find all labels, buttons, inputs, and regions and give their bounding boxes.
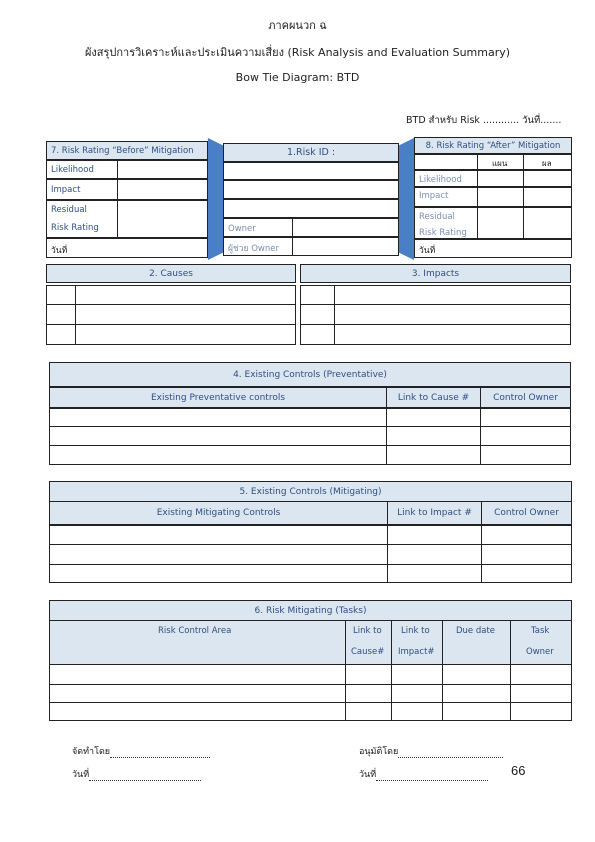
before-residual-label: Residual xyxy=(51,205,87,215)
mitigating-title: 5. Existing Controls (Mitigating) xyxy=(49,481,572,502)
impact-number-2[interactable] xyxy=(300,304,335,325)
before-residual-value[interactable] xyxy=(117,200,208,238)
before-risk-rating-label: Risk Rating xyxy=(51,223,99,233)
assistant-owner-value[interactable] xyxy=(292,237,399,256)
before-impact-value[interactable] xyxy=(117,179,208,200)
preventative-title: 4. Existing Controls (Preventative) xyxy=(49,362,571,387)
after-blank-header xyxy=(414,154,478,170)
tasks-col-area: Risk Control Area xyxy=(158,626,232,636)
task-impact-2[interactable] xyxy=(391,684,443,703)
before-likelihood-label-cell xyxy=(46,160,118,179)
tasks-col-owner-line1: Task xyxy=(531,626,550,636)
tasks-col-cause-line1: Link to xyxy=(353,626,382,636)
task-due-3[interactable] xyxy=(442,702,511,721)
tasks-col-due-cell xyxy=(442,620,511,665)
before-impact-label: Impact xyxy=(51,185,81,195)
after-impact-label: Impact xyxy=(419,191,449,201)
before-date-label: วันที่ xyxy=(51,246,68,256)
mitigating-control-3[interactable] xyxy=(49,564,388,583)
tasks-col-due: Due date xyxy=(456,626,496,636)
after-likelihood-plan[interactable] xyxy=(477,170,524,187)
task-impact-3[interactable] xyxy=(391,702,443,721)
mitigating-owner-2[interactable] xyxy=(481,544,572,565)
assistant-owner-label: ผู้ช่วย Owner xyxy=(228,244,279,254)
task-due-1[interactable] xyxy=(442,664,511,685)
after-result-header: ผล xyxy=(542,159,552,168)
prepared-by-label: จัดทำโดย xyxy=(72,747,111,757)
left-bowtie-bar xyxy=(208,138,223,260)
task-area-3[interactable] xyxy=(49,702,346,721)
tasks-col-impact-cell xyxy=(391,620,443,665)
assistant-owner-label-cell xyxy=(223,237,293,256)
impact-number-3[interactable] xyxy=(300,324,335,345)
mitigating-control-1[interactable] xyxy=(49,525,388,545)
tasks-col-impact-line2: Impact# xyxy=(398,647,435,657)
impact-text-2[interactable] xyxy=(334,304,571,325)
document-title: ผังสรุปการวิเคราะห์และประเมินความเสี่ยง (Risk Analysis and Evaluation Summary) xyxy=(84,46,511,59)
after-likelihood-label: Likelihood xyxy=(419,175,462,185)
preventative-owner-3[interactable] xyxy=(480,445,571,465)
mitigating-col-link: Link to Impact # xyxy=(387,501,482,525)
mitigating-link-2[interactable] xyxy=(387,544,482,565)
after-plan-header-cell xyxy=(477,154,524,170)
after-residual-label: Residual xyxy=(419,212,455,222)
document-subtitle: Bow Tie Diagram: BTD xyxy=(235,71,360,84)
after-residual-label-cell xyxy=(414,207,478,239)
btd-for-line: BTD สำหรับ Risk ............ วันที่....... xyxy=(406,115,562,126)
risk-id-row-3[interactable] xyxy=(223,199,399,218)
mitigating-link-1[interactable] xyxy=(387,525,482,545)
preventative-link-1[interactable] xyxy=(386,408,481,427)
task-owner-1[interactable] xyxy=(510,664,572,685)
mitigating-col-controls: Existing Mitigating Controls xyxy=(49,501,388,525)
cause-text-1[interactable] xyxy=(75,285,296,305)
cause-number-1[interactable] xyxy=(46,285,76,305)
mitigating-link-3[interactable] xyxy=(387,564,482,583)
risk-id-title: 1.Risk ID : xyxy=(223,143,399,162)
impact-text-1[interactable] xyxy=(334,285,571,305)
owner-label: Owner xyxy=(228,224,256,234)
mitigating-col-owner: Control Owner xyxy=(481,501,572,525)
task-impact-1[interactable] xyxy=(391,664,443,685)
after-likelihood-label-cell xyxy=(414,170,478,187)
after-residual-plan[interactable] xyxy=(477,207,524,239)
preventative-link-2[interactable] xyxy=(386,426,481,446)
preventative-col-link: Link to Cause # xyxy=(386,387,481,408)
task-area-2[interactable] xyxy=(49,684,346,703)
after-result-header-cell xyxy=(523,154,572,170)
prepared-date-line[interactable] xyxy=(72,767,201,781)
cause-text-3[interactable] xyxy=(75,324,296,345)
preventative-control-3[interactable] xyxy=(49,445,387,465)
approved-by-line[interactable] xyxy=(359,744,503,758)
before-residual-label-cell xyxy=(46,200,118,238)
before-impact-label-cell xyxy=(46,179,118,200)
mitigating-owner-1[interactable] xyxy=(481,525,572,545)
task-cause-1[interactable] xyxy=(345,664,392,685)
preventative-owner-2[interactable] xyxy=(480,426,571,446)
mitigating-control-2[interactable] xyxy=(49,544,388,565)
after-likelihood-result[interactable] xyxy=(523,170,572,187)
tasks-col-cause-cell xyxy=(345,620,392,665)
right-bowtie-bar xyxy=(399,138,414,260)
tasks-col-owner-cell xyxy=(510,620,572,665)
preventative-control-1[interactable] xyxy=(49,408,387,427)
impact-text-3[interactable] xyxy=(334,324,571,345)
preventative-control-2[interactable] xyxy=(49,426,387,446)
cause-number-2[interactable] xyxy=(46,304,76,325)
tasks-col-impact-line1: Link to xyxy=(401,626,430,636)
tasks-col-cause-line2: Cause# xyxy=(351,647,385,657)
tasks-col-area-cell xyxy=(49,620,346,665)
before-mitigation-title: 7. Risk Rating “Before” Mitigation xyxy=(46,141,208,160)
task-cause-3[interactable] xyxy=(345,702,392,721)
prepared-by-line[interactable] xyxy=(72,744,210,758)
after-impact-result[interactable] xyxy=(523,187,572,207)
after-date-label: วันที่ xyxy=(419,246,436,256)
cause-text-2[interactable] xyxy=(75,304,296,325)
after-plan-header: แผน xyxy=(492,159,508,168)
prepared-date-label: วันที่ xyxy=(72,770,90,780)
before-likelihood-value[interactable] xyxy=(117,160,208,179)
appendix-label: ภาคผนวก ฉ xyxy=(268,19,327,32)
impact-number-1[interactable] xyxy=(300,285,335,305)
after-impact-plan[interactable] xyxy=(477,187,524,207)
owner-label-cell xyxy=(223,218,293,237)
after-risk-rating-label: Risk Rating xyxy=(419,228,467,238)
after-residual-result[interactable] xyxy=(523,207,572,239)
before-date-cell[interactable] xyxy=(46,238,208,258)
risk-id-row-2[interactable] xyxy=(223,180,399,199)
after-impact-label-cell xyxy=(414,187,478,207)
task-owner-3[interactable] xyxy=(510,702,572,721)
owner-value[interactable] xyxy=(292,218,399,237)
causes-title: 2. Causes xyxy=(46,264,296,283)
after-mitigation-title: 8. Risk Rating “After” Mitigation xyxy=(414,137,572,154)
approved-by-label: อนุมัติโดย xyxy=(359,747,399,757)
tasks-title: 6. Risk Mitigating (Tasks) xyxy=(49,600,572,621)
tasks-col-owner-line2: Owner xyxy=(526,647,554,657)
impacts-title: 3. Impacts xyxy=(300,264,571,283)
after-date-cell[interactable] xyxy=(414,239,572,258)
cause-number-3[interactable] xyxy=(46,324,76,345)
task-cause-2[interactable] xyxy=(345,684,392,703)
approved-date-label: วันที่ xyxy=(359,770,377,780)
preventative-col-owner: Control Owner xyxy=(480,387,571,408)
task-owner-2[interactable] xyxy=(510,684,572,703)
preventative-link-3[interactable] xyxy=(386,445,481,465)
preventative-owner-1[interactable] xyxy=(480,408,571,427)
preventative-col-controls: Existing Preventative controls xyxy=(49,387,387,408)
risk-id-row-1[interactable] xyxy=(223,162,399,180)
before-likelihood-label: Likelihood xyxy=(51,165,94,175)
task-due-2[interactable] xyxy=(442,684,511,703)
task-area-1[interactable] xyxy=(49,664,346,685)
page-number: 66 xyxy=(511,763,526,778)
approved-date-line[interactable] xyxy=(359,767,488,781)
mitigating-owner-3[interactable] xyxy=(481,564,572,583)
